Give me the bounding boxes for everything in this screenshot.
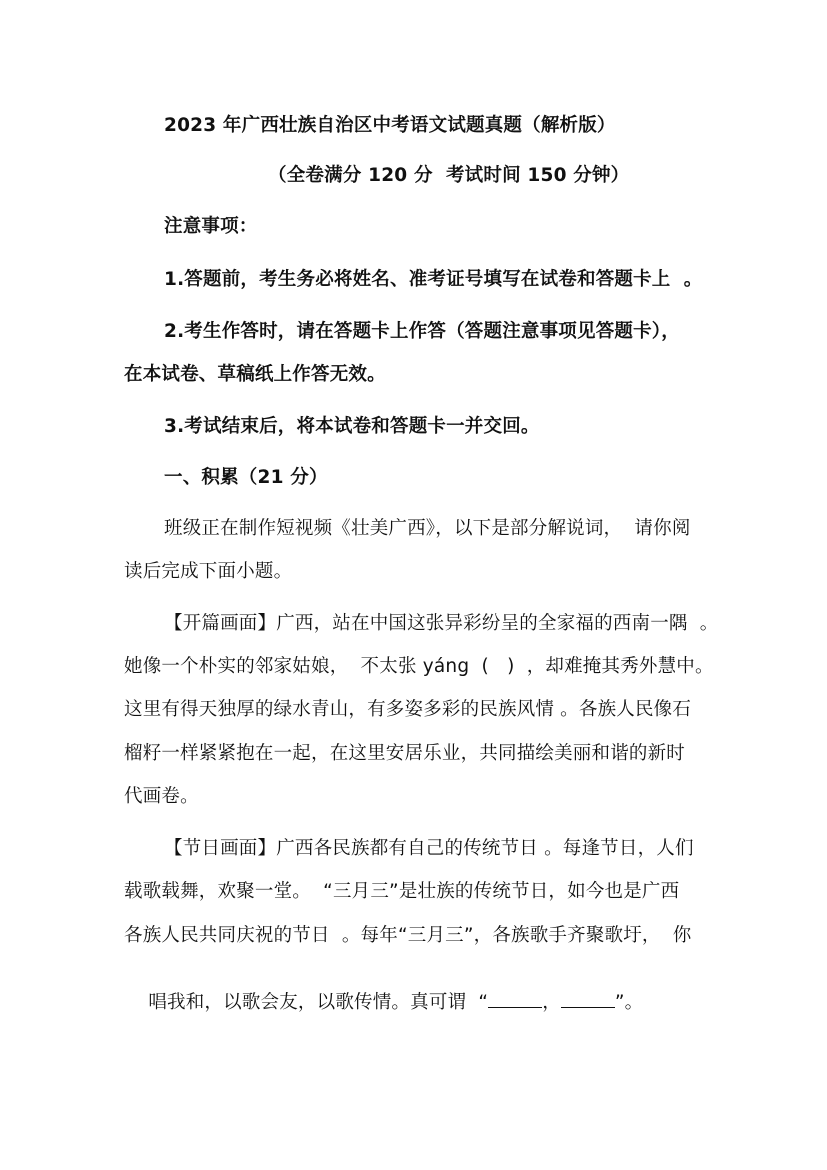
notice-item-1: 1.答题前，考生务必将姓名、准考证号填写在试卷和答题卡上 。 [164,269,703,290]
notice-item-2-line-2: 在本试卷、草稿纸上作答无效。 [124,364,386,385]
intro-line-2: 读后完成下面小题。 [124,561,293,582]
notice-item-2-line-1: 2.考生作答时，请在答题卡上作答（答题注意事项见答题卡）， [164,321,680,342]
paragraph-1-line-1: 【开篇画面】广西，站在中国这张异彩纷呈的全家福的西南一隅 。 [164,613,719,634]
fill-blank-2[interactable] [561,991,615,1008]
section-heading-1: 一、积累（21 分） [164,467,328,488]
notice-heading: 注意事项： [164,216,258,237]
document-title: 2023 年广西壮族自治区中考语文试题真题（解析版） [164,115,616,136]
paragraph-1-line-5: 代画卷。 [124,786,199,807]
paragraph-2-line-3: 各族人民共同庆祝的节日 。每年“三月三”，各族歌手齐聚歌圩， 你 [124,925,692,946]
document-subtitle: （全卷满分 120 分 考试时间 150 分钟） [268,165,630,186]
paragraph-1-line-3: 这里有得天独厚的绿水青山，有多姿多彩的民族风情 。各族人民像石 [124,699,692,720]
paragraph-2-line-4 [124,967,643,1039]
paragraph-2-line-1: 【节日画面】广西各民族都有自己的传统节日 。每逢节日，人们 [164,838,694,859]
paragraph-1-line-2: 她像一个朴实的邻家姑娘， 不太张 yáng ( ) ，却难掩其秀外慧中。 [124,656,714,677]
blank-separator: ， [542,992,561,1013]
paragraph-2-line-2: 载歌载舞，欢聚一堂。 “三月三”是壮族的传统节日，如今也是广西 [124,881,680,902]
paragraph-2-line-4-text: 唱我和，以歌会友，以歌传情。真可谓 “ [148,992,489,1013]
paragraph-2-line-4-end: ”。 [614,992,644,1013]
intro-line-1: 班级正在制作短视频《壮美广西》，以下是部分解说词， 请你阅 [164,518,691,539]
paragraph-1-line-4: 榴籽一样紧紧抱在一起，在这里安居乐业，共同描绘美丽和谐的新时 [124,743,686,764]
fill-blank-1[interactable] [488,991,542,1008]
notice-item-3: 3.考试结束后，将本试卷和答题卡一并交回。 [164,416,540,437]
